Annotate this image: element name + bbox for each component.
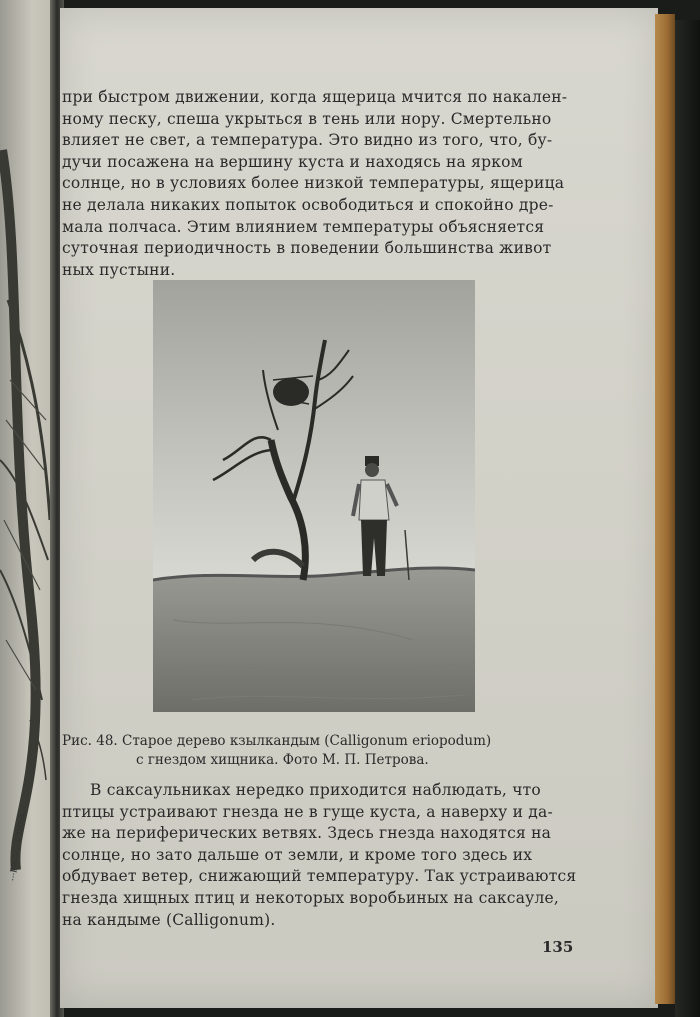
text-line: ному песку, спеша укрыться в тень или нору. Смертельно [62,109,552,128]
text-line: же на периферических ветвях. Здесь гнезда находятся на [62,824,552,843]
text-line: солнце, но в условиях более низкой температуры, ящерица [62,174,565,193]
text-line: дучи посажена на вершину куста и находясь на ярком [62,152,523,171]
figure-caption [62,732,574,770]
text-line: ных пустыни. [62,260,176,279]
text-line: суточная периодичность в поведении большинства живот [62,239,552,258]
caption-line-1: Рис. 48. Старое дерево кзылкандым (Calligonum eriopodum) [62,733,492,749]
text-line: обдувает ветер, снижающий температуру. Так устраиваются [62,867,577,886]
text-line: при быстром движении, когда ящерица мчится по накален- [62,88,568,106]
text-line: птицы устраивают гнезда не в гуще куста, а наверху и да- [62,802,553,821]
text-line: мала полчаса. Этим влиянием температуры объясняется [62,217,545,236]
paragraph-1 [62,87,574,281]
page-number: 135 [542,938,574,956]
book-page [60,8,658,1008]
figure-photo [153,280,475,712]
tree-photo-illustration [153,280,475,712]
left-page-caption-fragment: ...ри... ...стина. [6,810,29,882]
book-cover-edge [675,20,700,1017]
text-line: не делала никаких попыток освободиться и спокойно дре- [62,195,554,214]
caption-line-2: с гнездом хищника. Фото М. П. Петрова. [136,752,429,768]
text-line: В саксаульниках нередко приходится наблюдать, что [90,781,541,799]
text-line: солнце, но зато дальше от земли, и кроме того здесь их [62,845,533,864]
text-line: гнезда хищных птиц и некоторых воробьиных на саксауле, [62,888,559,907]
text-line: на кандыме (Calligonum). [62,910,276,929]
paragraph-2 [62,780,577,931]
page-block-edge [655,14,675,1004]
text-line: влияет не свет, а температура. Это видно из того, что, бу- [62,131,553,150]
